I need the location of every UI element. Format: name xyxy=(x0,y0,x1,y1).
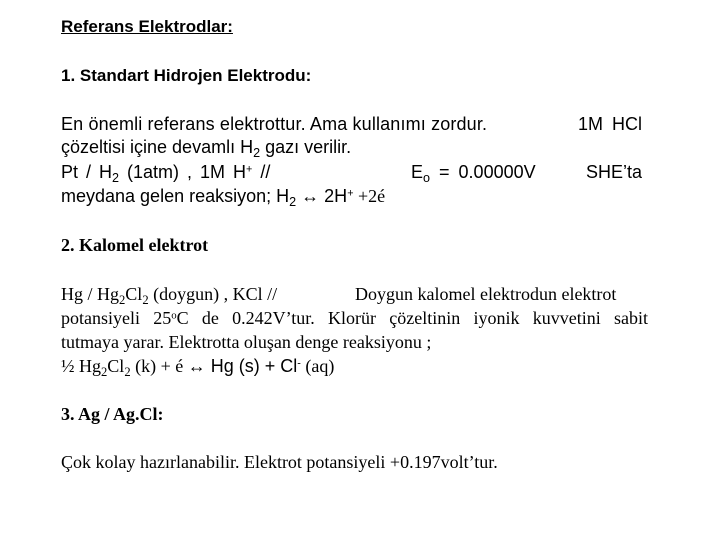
page-title: Referans Elektrodlar: xyxy=(61,17,233,36)
section2-line1-right: Doygun kalomel elektrodun elektrot xyxy=(355,284,617,304)
section1-line3: Pt / $H_2$ (1atm) , 1M H+ // xyxy=(61,162,271,185)
standard-potential: $E_o = 0.00000V$ xyxy=(411,162,536,185)
section2-line3: tutmaya yarar. Elektrotta oluşan denge reaksiyonu ; xyxy=(61,332,432,352)
section3-heading: 3. Ag / Ag.Cl: xyxy=(61,404,164,424)
section2-line1: Hg / $Hg_2Cl_2$ (doygun) , KCl // xyxy=(61,284,278,307)
section1-line2: çözeltisi içine devamlı $H_2$ gazı verilir. xyxy=(61,137,352,160)
section3-line: Çok kolay hazırlanabilir. Elektrot potansiyeli +0.197volt’tur. xyxy=(61,452,498,472)
section1-line1: En önemli referans elektrottur. Ama kullanımı zordur. xyxy=(61,114,488,134)
section2-line2: potansiyeli 25$^o$C de 0.242V’tur. Klorür çözeltinin iyonik kuvvetini sabit xyxy=(61,308,648,328)
section2-heading: 2. Kalomel elektrot xyxy=(61,235,209,255)
section1-reaction: meydana gelen reaksiyon; $H_2$ ↔ 2H+ +2é xyxy=(61,186,386,209)
section1-line1-right: 1M HCl xyxy=(578,114,643,134)
section1-heading: 1. Standart Hidrojen Elektrodu: xyxy=(61,66,312,85)
calomel-reaction: ½ $Hg_2Cl_2$ (k) + é ↔ Hg (s) + Cl- (aq) xyxy=(61,356,335,379)
section1-line3-right: SHE’ta xyxy=(586,162,643,182)
